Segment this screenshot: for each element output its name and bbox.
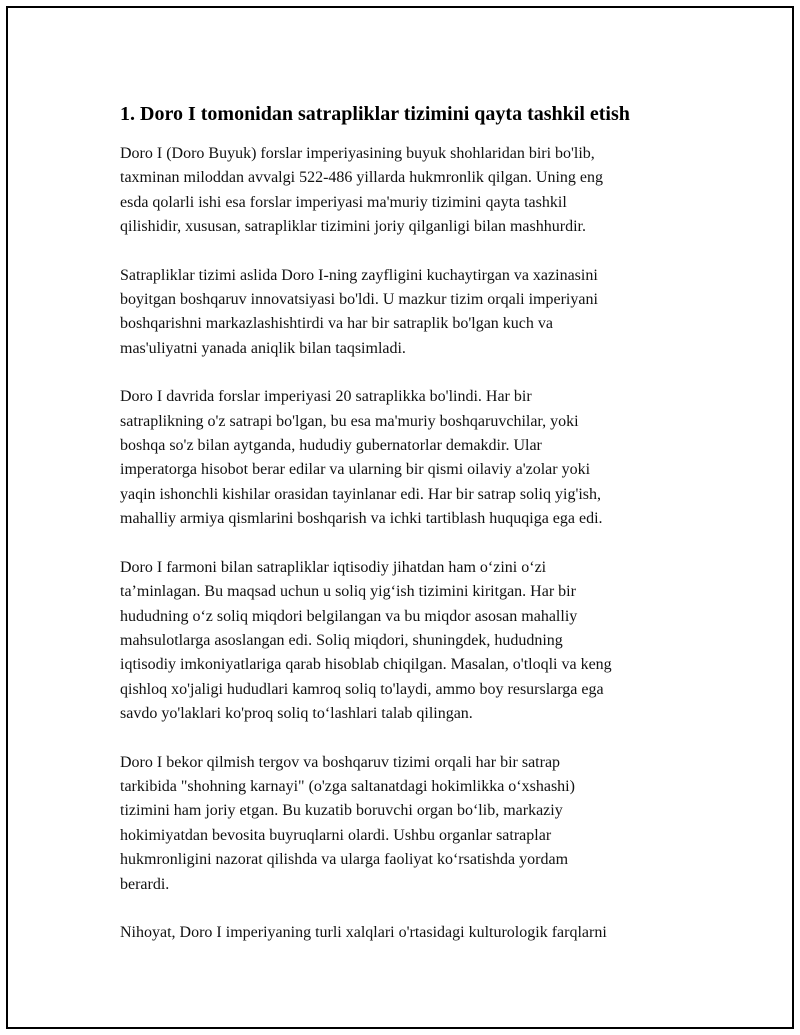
text-line: imperatorga hisobot berar edilar va ularning bir qismi oilaviy a'zolar yoki: [120, 461, 591, 479]
text-line: Doro I bekor qilmish tergov va boshqaruv tizimi orqali har bir satrap: [120, 753, 561, 771]
paragraph: [120, 264, 696, 362]
text-line: boshqarishni markazlashishtirdi va har bir satraplik bo'lgan kuch va: [120, 315, 553, 333]
paragraph-list: [120, 142, 696, 945]
text-line: hukmronligini nazorat qilishda va ularga faoliyat ko‘rsatishda yordam: [120, 851, 569, 869]
text-line: qishloq xo'jaligi hududlari kamroq soliq to'laydi, ammo boy resurslarga ega: [120, 680, 604, 698]
paragraph: [120, 751, 696, 897]
text-line: ta’minlagan. Bu maqsad uchun u soliq yig‘ish tizimini kiritgan. Har bir: [120, 583, 576, 601]
text-line: Satrapliklar tizimi aslida Doro I-ning zayfligini kuchaytirgan va xazinasini: [120, 266, 598, 284]
page-frame: [6, 6, 794, 1029]
text-line: Doro I davrida forslar imperiyasi 20 satraplikka bo'lindi. Har bir: [120, 388, 532, 406]
paragraph: [120, 385, 696, 531]
text-line: iqtisodiy imkoniyatlariga qarab hisoblab chiqilgan. Masalan, o'tloqli va keng: [120, 656, 612, 674]
text-line: tizimini ham joriy etgan. Bu kuzatib boruvchi organ bo‘lib, markaziy: [120, 802, 563, 820]
text-line: hokimiyatdan bevosita buyruqlarni olardi. Ushbu organlar satraplar: [120, 826, 552, 844]
text-line: qilishidir, xususan, satrapliklar tizimini joriy qilganligi bilan mashhurdir.: [120, 218, 586, 236]
text-line: esda qolarli ishi esa forslar imperiyasi ma'muriy tizimini qayta tashkil: [120, 193, 567, 211]
text-line: savdo yo'laklari ko'proq soliq to‘lashlari talab qilingan.: [120, 705, 473, 723]
text-line: Doro I (Doro Buyuk) forslar imperiyasining buyuk shohlaridan biri bo'lib,: [120, 145, 595, 162]
paragraph: [120, 556, 696, 727]
text-line: mahsulotlarga asoslangan edi. Soliq miqdori, shuningdek, hududning: [120, 631, 563, 649]
text-line: hududning o‘z soliq miqdori belgilangan va bu miqdor asosan mahalliy: [120, 607, 578, 625]
text-line: Nihoyat, Doro I imperiyaning turli xalqlari o'rtasidagi kulturologik farqlarni: [120, 923, 607, 941]
text-line: satraplikning o'z satrapi bo'lgan, bu esa ma'muriy boshqaruvchilar, yoki: [120, 412, 579, 430]
text-line: berardi.: [120, 875, 170, 893]
text-line: yaqin ishonchli kishilar orasidan tayinlanar edi. Har bir satrap soliq yig'ish,: [120, 485, 601, 503]
paragraph: [120, 142, 696, 240]
paragraph: [120, 921, 696, 945]
text-line: Doro I farmoni bilan satrapliklar iqtisodiy jihatdan ham o‘zini o‘zi: [120, 558, 547, 576]
text-line: boyitgan boshqaruv innovatsiyasi bo'ldi. U mazkur tizim orqali imperiyani: [120, 291, 598, 309]
text-line: tarkibida "shohning karnayi" (o'zga saltanatdagi hokimlikka o‘xshashi): [120, 777, 575, 795]
section-heading: 1. Doro I tomonidan satrapliklar tizimini qayta tashkil etish: [120, 103, 630, 125]
text-line: mas'uliyatni yanada aniqlik bilan taqsimladi.: [120, 339, 406, 357]
text-line: boshqa so'z bilan aytganda, hududiy gubernatorlar demakdir. Ular: [120, 437, 542, 455]
document-body: [120, 100, 696, 945]
text-line: mahalliy armiya qismlarini boshqarish va ichki tartiblash huquqiga ega edi.: [120, 510, 603, 528]
text-line: taxminan miloddan avvalgi 522-486 yillarda hukmronlik qilgan. Uning eng: [120, 169, 604, 187]
